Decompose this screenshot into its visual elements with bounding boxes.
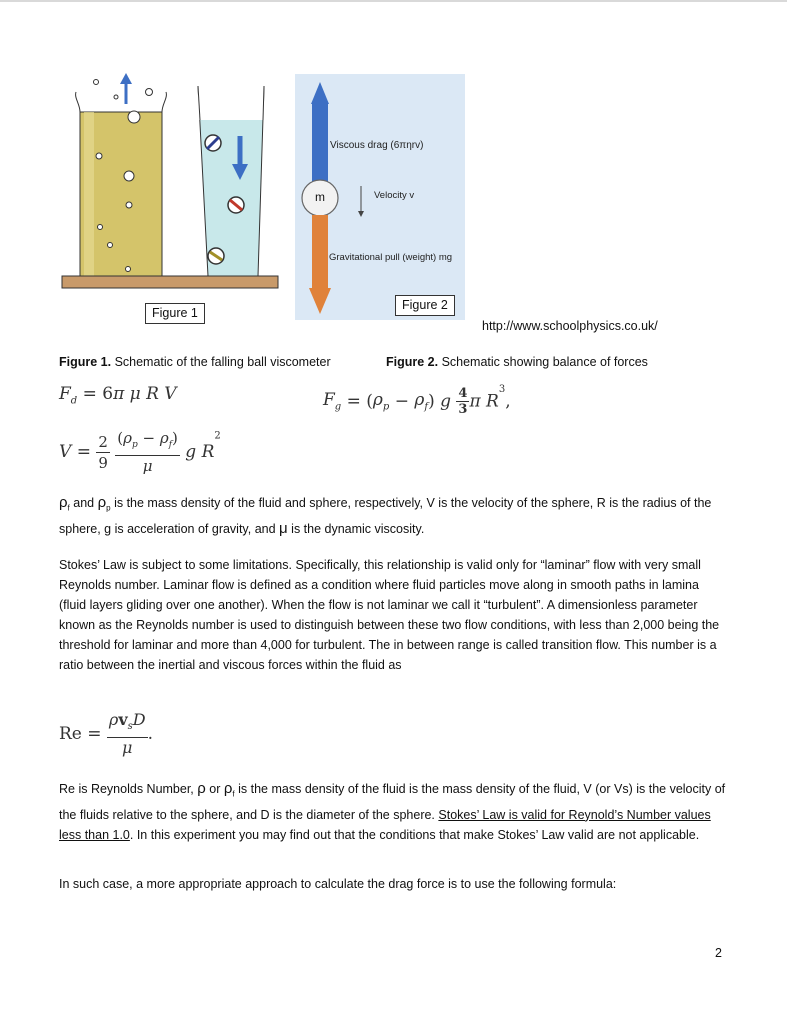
- paragraph-drag-force-intro: In such case, a more appropriate approach to calculate the drag force is to use the following formula:: [59, 877, 617, 891]
- equation-gravity-force: $F_g = (\rho_p - \rho_f)$ g $\frac{4}{3}$ π $R^3$,: [323, 384, 511, 417]
- bubble-icon: [126, 267, 131, 272]
- equation-reynolds: Re = $\frac{\rho v_sD}{\mu}$ .: [59, 710, 153, 758]
- figure1-label: Figure 1: [145, 303, 205, 324]
- bubble-icon: [94, 80, 99, 85]
- bubble-icon: [124, 171, 134, 181]
- top-border: [0, 0, 787, 2]
- figure2-caption: Figure 2. Schematic showing balance of forces: [386, 355, 648, 369]
- bubble-icon: [98, 225, 103, 230]
- figure1-caption: Figure 1. Schematic of the falling ball viscometer: [59, 355, 331, 369]
- paragraph-definitions: $\rho_f$ and $\rho_p$ is the mass density of the fluid and sphere, respectively, V is the velocity of the sphere, R is the radius of the sphere, g is acceleration of gravity, and μ is the dynamic viscosity.: [59, 494, 712, 537]
- viscous-drag-label: Viscous drag (6πηrv): [330, 140, 424, 151]
- bubble-icon: [108, 243, 113, 248]
- equation-velocity: V = $\frac{2}{9}$ $\frac{(\rho_p - \rho_f)}{\mu}$ g $R^2$: [59, 429, 221, 475]
- mass-label: m: [315, 190, 325, 204]
- paragraph-stokes-limitations: Stokes’ Law is subject to some limitations. Specifically, this relationship is valid only for “laminar” flow with very small Reynolds number. Laminar flow is defined as a condition where fluid particles move along in smooth paths in lamina (fluid layers gliding over one another). When the flow is not laminar we call it “turbulent”. A dimensionless parameter known as the Reynolds number is used to distinguish between these two flow conditions, with less than 2,000 being the threshold for laminar and more than 4,000 for turbulent. The in between range is called transition flow. This number is a ratio between the inertial and viscous forces within the fluid as: [59, 558, 720, 672]
- up-arrow-icon: [311, 82, 329, 104]
- bubble-icon: [146, 89, 153, 96]
- paragraph-reynolds-definition: Re is Reynolds Number, ρ or $\rho_f$ is the mass density of the fluid is the mass density of the fluid, V (or Vs) is the velocity of the fluids relative to the sphere, and D is the diameter of the sphere. Stokes’ Law is valid for Reynold’s Number values less than 1.0. In this experiment you may find out that the conditions that make Stokes’ Law valid are not applicable.: [59, 780, 726, 842]
- bubble-icon: [96, 153, 102, 159]
- bubble-icon: [114, 95, 118, 99]
- figure2-label: Figure 2: [395, 295, 455, 316]
- figure1-illustration: [58, 68, 284, 298]
- down-arrow-icon: [309, 288, 331, 314]
- base-plate: [62, 276, 278, 288]
- gravitational-pull-label: Gravitational pull (weight) mg: [329, 252, 453, 263]
- velocity-label: Velocity v: [374, 190, 415, 201]
- bubble-icon: [126, 202, 132, 208]
- page-number: 2: [715, 946, 722, 960]
- equation-drag-force: $F_d = 6\pi$ μ R V: [59, 384, 177, 407]
- source-url: http://www.schoolphysics.co.uk/: [482, 319, 658, 333]
- up-arrow-head-icon: [120, 73, 132, 84]
